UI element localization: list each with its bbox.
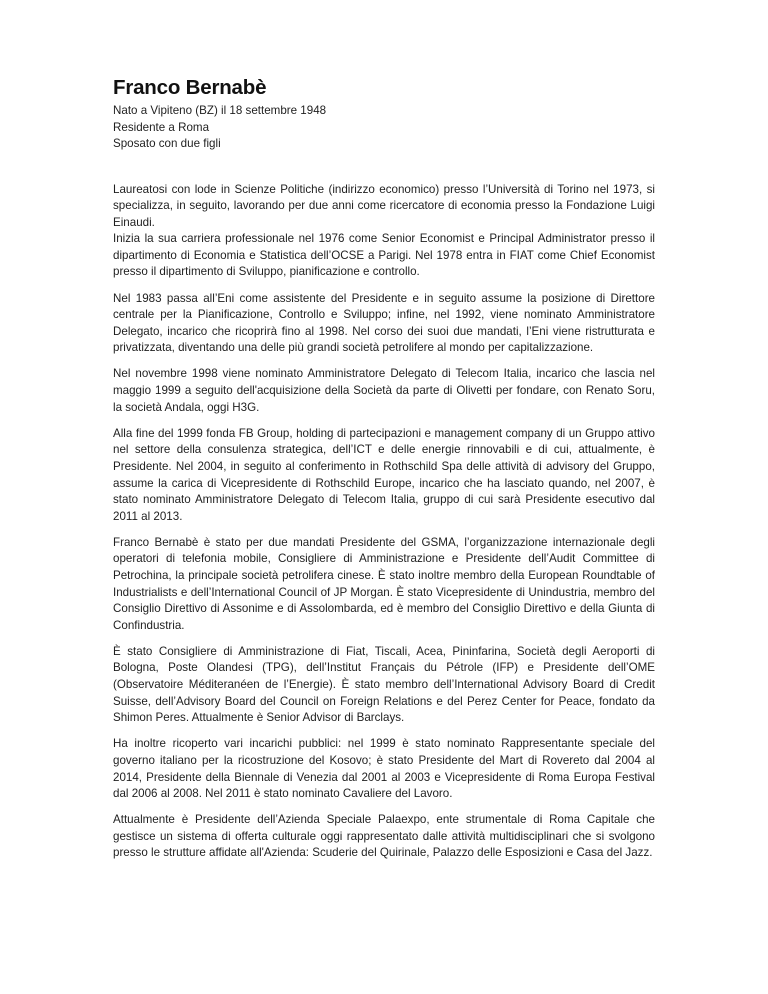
paragraph-telecom: Nel novembre 1998 viene nominato Amministratore Delegato di Telecom Italia, incarico che lascia nel maggio 1999 a seguito dell'acquisizione della Società da parte di Olivetti per fondare, con Renato Soru, la società Andala, oggi H3G. <box>113 367 655 414</box>
paragraph-current: Attualmente è Presidente dell’Azienda Speciale Palaexpo, ente strumentale di Roma Capitale che gestisce un sistema di offerta culturale oggi rappresentato dalle attività multidisciplinari che si svolgono presso le strutture affidate all'Azienda: Scuderie del Quirinale, Palazzo delle Esposizioni e Casa del Jazz. <box>113 813 655 860</box>
paragraph-early-career: Inizia la sua carriera professionale nel 1976 come Senior Economist e Principal Administrator presso il dipartimento di Economia e Statistica dell’OCSE a Parigi. Nel 1978 entra in FIAT come Chief Economist presso il dipartimento di Sviluppo, pianificazione e controllo. <box>113 232 655 279</box>
paragraph-education: Laureatosi con lode in Scienze Politiche (indirizzo economico) presso l’Università di Torino nel 1973, si specializza, in seguito, lavorando per due anni come ricercatore di economia presso la Fondazione Luigi Einaudi. <box>113 182 655 229</box>
document-content <box>113 76 655 862</box>
family-info: Sposato con due figli <box>113 137 221 150</box>
paragraph-boards: È stato Consigliere di Amministrazione di Fiat, Tiscali, Acea, Pininfarina, Società degli Aeroporti di Bologna, Poste Olandesi (TPG), dell’Institut Français du Pétrole (IFP) e Presidente dell’OME (Observatoire Méditeranéen de l’Energie). È stato membro dell’International Advisory Board di Credit Suisse, dell’Advisory Board del Council on Foreign Relations e del Perez Center for Peace, fondato da Shimon Peres. Attualmente è Senior Advisor di Barclays. <box>113 644 655 725</box>
paragraph-public-roles: Ha inoltre ricoperto vari incarichi pubblici: nel 1999 è stato nominato Rappresentante speciale del governo italiano per la ricostruzione del Kosovo; è stato Presidente del Mart di Rovereto dal 2004 al 2014, Presidente della Biennale di Venezia dal 2001 al 2003 e Vicepresidente di Roma Europa Festival dal 2006 al 2008. Nel 2011 è stato nominato Cavaliere del Lavoro. <box>113 737 655 801</box>
paragraph-gsma: Franco Bernabè è stato per due mandati Presidente del GSMA, l’organizzazione internazionale degli operatori di telefonia mobile, Consigliere di Amministrazione e Presidente dell’Audit Committee di Petrochina, la principale società petrolifera cinese. È stato inoltre membro della European Roundtable of Industrialists e dell’International Council of JP Morgan. È stato Vicepresidente di Unindustria, membro del Consiglio Direttivo di Assonime e di Assolombarda, ed è membro del Consiglio Direttivo e della Giunta di Confindustria. <box>113 535 655 632</box>
birth-info: Nato a Vipiteno (BZ) il 18 settembre 1948 <box>113 104 327 117</box>
paragraph-eni: Nel 1983 passa all’Eni come assistente del Presidente e in seguito assume la posizione di Direttore centrale per la Pianificazione, Controllo e Sviluppo; infine, nel 1992, viene nominato Amministratore Delegato, incarico che ricoprirà fino al 1998. Nel corso dei suoi due mandati, l’Eni viene ristrutturata e privatizzata, diventando una delle più grandi società petrolifere al mondo per capitalizzazione. <box>113 291 655 355</box>
personal-info <box>113 103 655 153</box>
paragraph-fb-group: Alla fine del 1999 fonda FB Group, holding di partecipazioni e management company di un Gruppo attivo nel settore della consulenza strategica, dell’ICT e delle energie rinnovabili e di cui, attualmente, è Presidente. Nel 2004, in seguito al conferimento in Rothschild Spa delle attività di advisory del Gruppo, assume la carica di Vicepresidente di Rothschild Europe, incarico che ha lasciato quando, nel 2007, è stato nominato Amministratore Delegato di Telecom Italia, gruppo di cui sarà Presidente esecutivo dal 2011 al 2013. <box>113 426 655 523</box>
residence-info: Residente a Roma <box>113 120 210 134</box>
biography <box>113 182 655 862</box>
page-title: Franco Bernabè <box>113 76 267 99</box>
